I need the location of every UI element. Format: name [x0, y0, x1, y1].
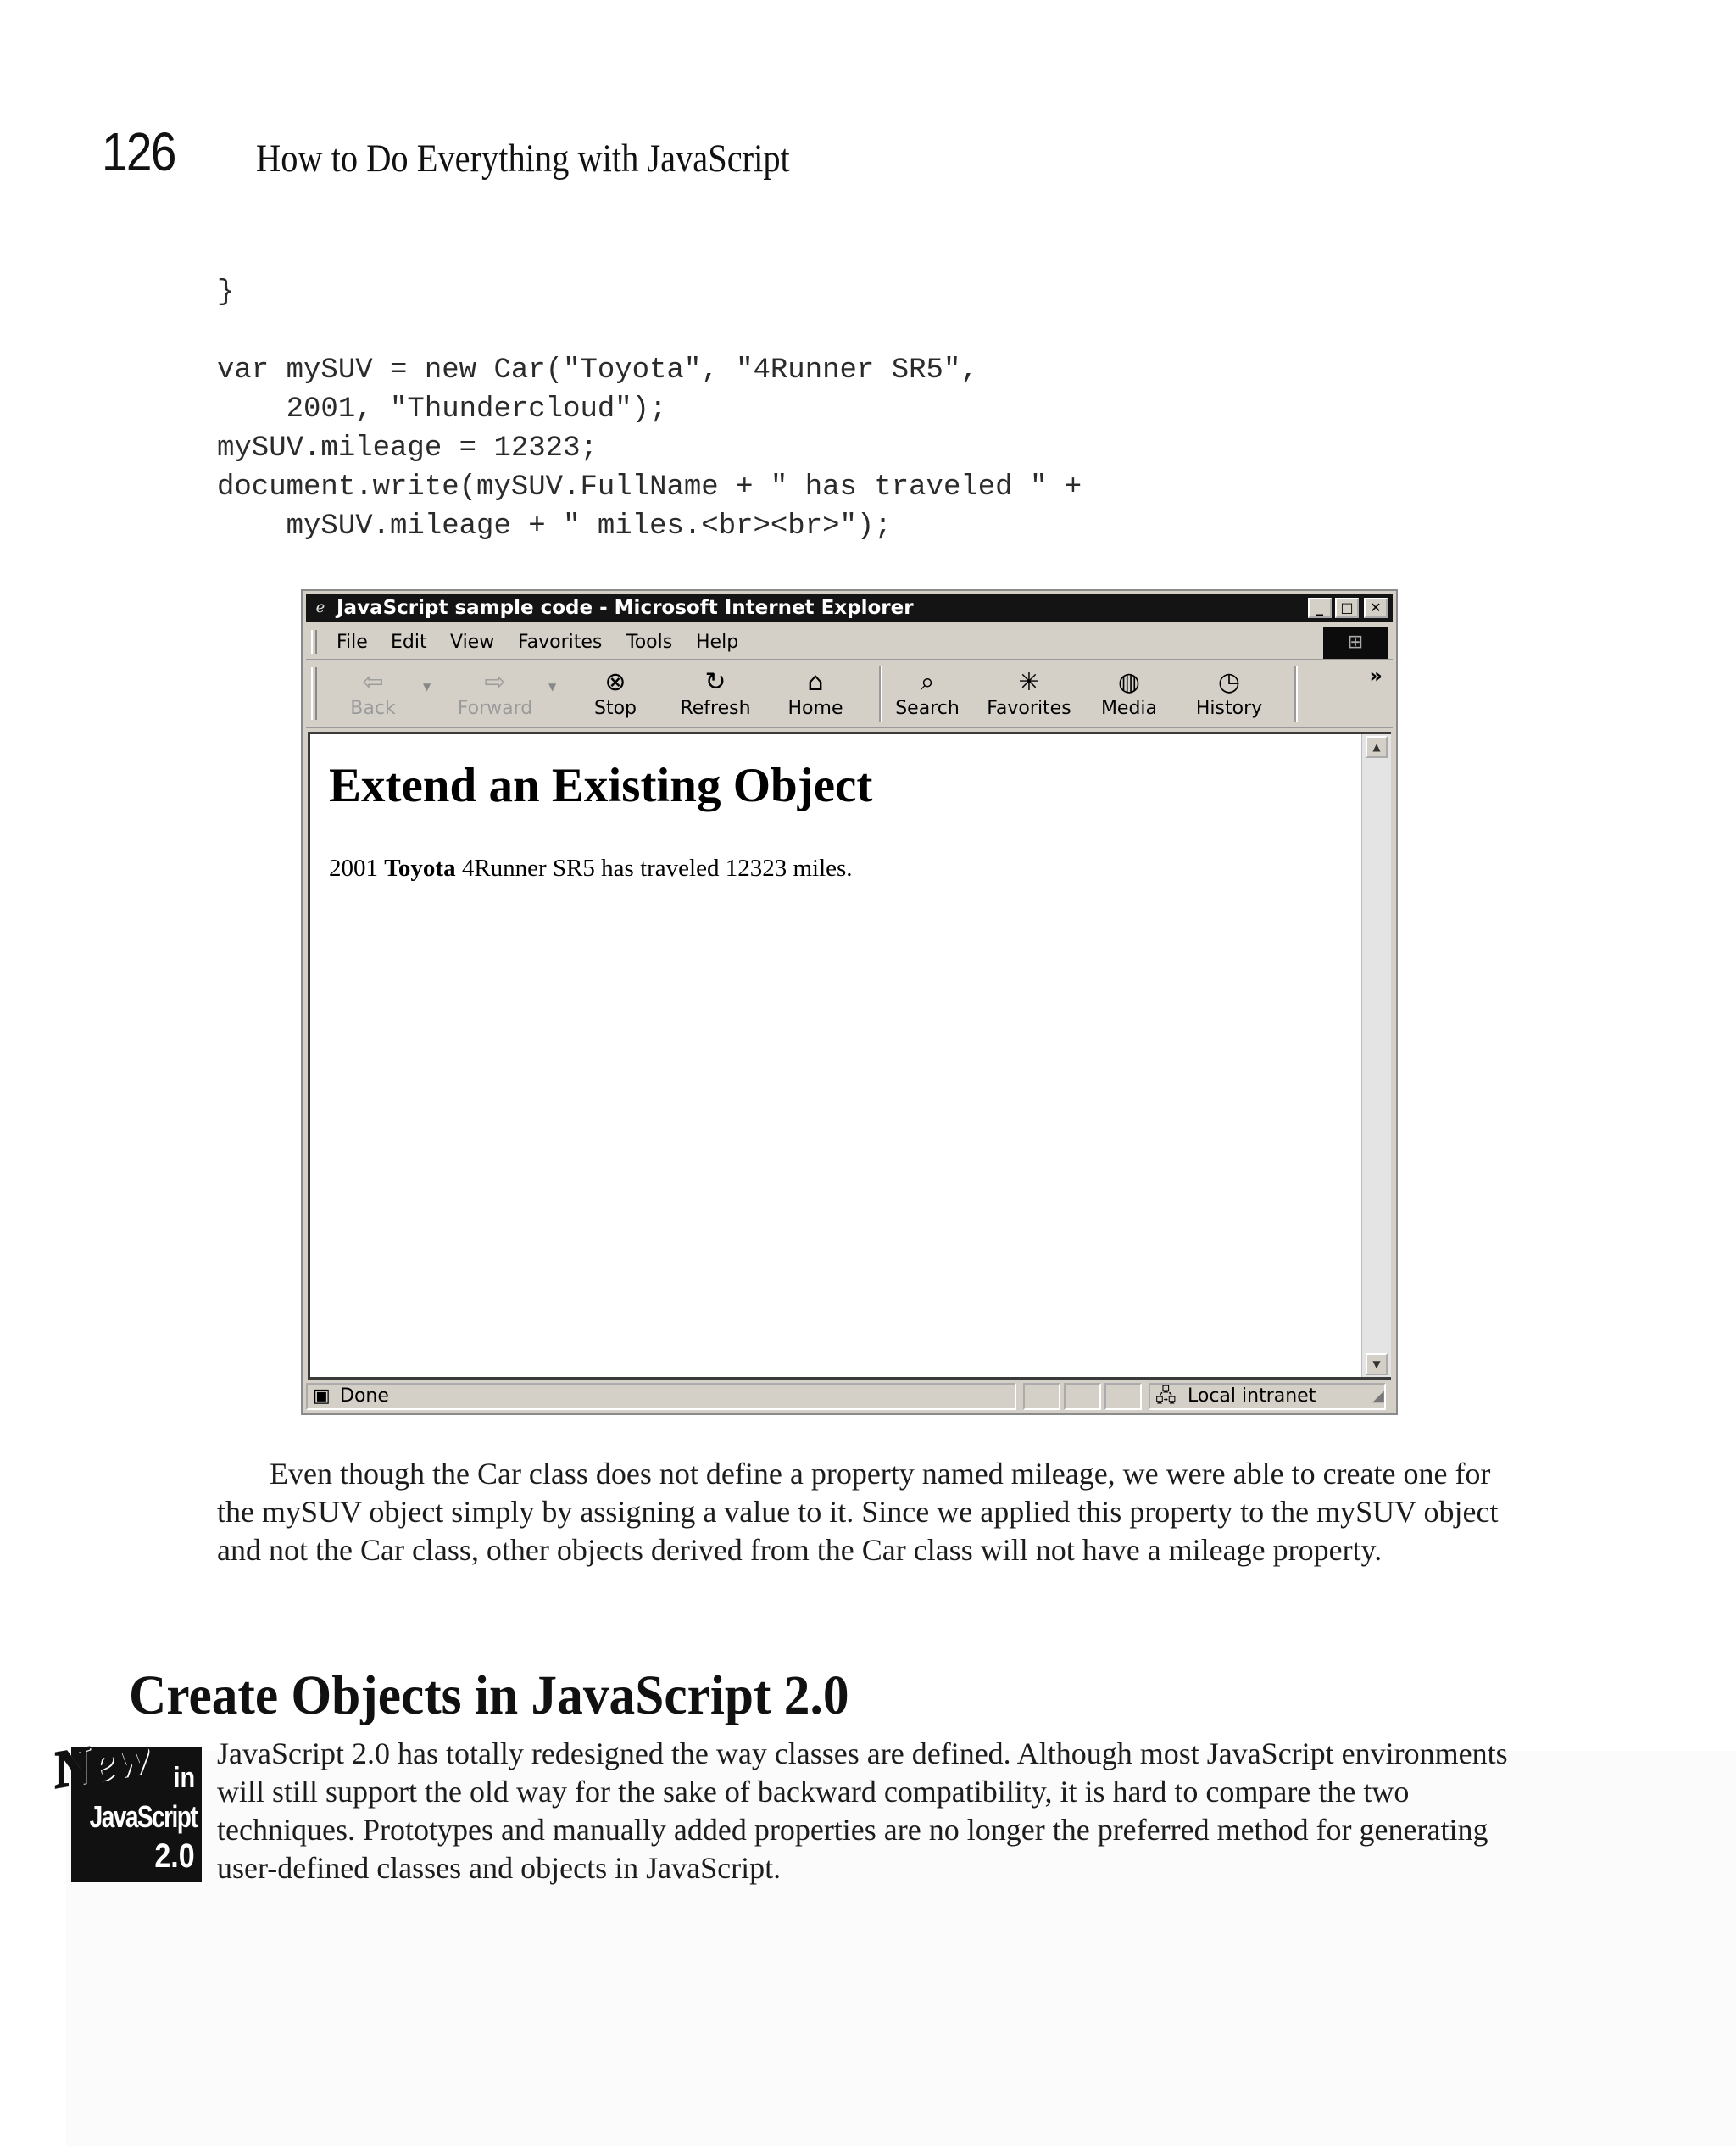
section-heading: Create Objects in JavaScript 2.0	[129, 1664, 849, 1726]
history-button[interactable]: ◷ History	[1182, 667, 1276, 723]
stop-icon: ⊗	[604, 667, 626, 697]
code-line	[217, 312, 1082, 351]
badge-javascript: JavaScript	[89, 1799, 197, 1834]
resize-grip-icon[interactable]: ◢	[1372, 1387, 1384, 1405]
refresh-button[interactable]: ↻ Refresh	[669, 667, 762, 723]
favorites-folder-icon: ✳	[1018, 667, 1040, 697]
close-button[interactable]: ✕	[1364, 598, 1388, 618]
back-dropdown-icon[interactable]: ▼	[423, 681, 431, 693]
scroll-up-button[interactable]: ▲	[1366, 736, 1388, 758]
body-paragraph: Even though the Car class does not define a property named mileage, we were able to create one for the mySUV object simply by assigning a value to it. Since we applied this property to the mySUV object and not the Car class, other objects derived from the Car class will not have a mileage property.	[217, 1457, 1499, 1567]
running-title: How to Do Everything with JavaScript	[256, 137, 790, 181]
menu-tools[interactable]: Tools	[626, 632, 673, 653]
security-zone: Local intranet	[1188, 1385, 1316, 1407]
search-icon: ⌕	[920, 667, 935, 697]
standard-toolbar	[306, 661, 1393, 728]
badge-new: New	[47, 1725, 153, 1800]
forward-button[interactable]: ⇨ Forward	[448, 667, 542, 723]
forward-arrow-icon: ⇨	[484, 667, 506, 697]
status-pane-main	[306, 1383, 1016, 1410]
menu-favorites[interactable]: Favorites	[518, 632, 603, 653]
code-listing	[217, 273, 1082, 546]
status-pane	[1104, 1383, 1142, 1410]
minimize-button[interactable]: _	[1308, 598, 1332, 618]
forward-dropdown-icon[interactable]: ▼	[548, 681, 557, 693]
status-pane	[1023, 1383, 1060, 1410]
body-paragraph: JavaScript 2.0 has totally redesigned the way classes are defined. Although most JavaScript environments will still support the old way for the sake of backward compatibility, it is hard to compare the two techniques. Prototypes and manually added properties are no longer the preferred method for generating user-defined classes and objects in JavaScript.	[217, 1736, 1508, 1885]
code-line: mySUV.mileage + " miles.<br><br>");	[217, 510, 892, 543]
output-line: 2001 Toyota 4Runner SR5 has traveled 12323 miles.	[329, 855, 853, 882]
menu-file[interactable]: File	[337, 632, 368, 653]
maximize-button[interactable]: □	[1335, 598, 1359, 618]
page-heading: Extend an Existing Object	[329, 759, 873, 812]
scroll-down-button[interactable]: ▼	[1366, 1353, 1388, 1375]
stop-button[interactable]: ⊗ Stop	[569, 667, 662, 723]
status-bar	[306, 1381, 1393, 1412]
menu-bar	[306, 625, 1393, 660]
media-icon: ◍	[1117, 667, 1141, 697]
status-text: Done	[340, 1385, 389, 1407]
toolbar-overflow-chevron[interactable]: »	[1369, 664, 1383, 688]
home-icon: ⌂	[807, 667, 824, 697]
browser-titlebar[interactable]	[306, 594, 1393, 622]
status-pane	[1064, 1383, 1101, 1410]
intranet-icon: 🖧	[1155, 1385, 1177, 1407]
code-line: var mySUV = new Car("Toyota", "4Runner SR5",	[217, 354, 978, 387]
windows-logo-throbber: ⊞	[1323, 627, 1388, 659]
code-line: mySUV.mileage = 12323;	[217, 432, 598, 465]
menu-help[interactable]: Help	[696, 632, 739, 653]
browser-window-title: JavaScript sample code - Microsoft Internet Explorer	[337, 597, 914, 619]
code-line: }	[217, 276, 235, 309]
toolbar-separator	[1294, 666, 1298, 722]
home-button[interactable]: ⌂ Home	[769, 667, 862, 723]
code-line: document.write(mySUV.FullName + " has traveled " +	[217, 471, 1082, 504]
badge-version: 2.0	[154, 1837, 195, 1875]
refresh-icon: ↻	[704, 667, 726, 697]
page-viewport	[308, 732, 1391, 1380]
badge-in: in	[173, 1762, 195, 1794]
vertical-scrollbar[interactable]	[1361, 734, 1391, 1377]
new-in-javascript-badge	[47, 1725, 202, 1882]
code-line: 2001, "Thundercloud");	[217, 393, 667, 426]
menu-edit[interactable]: Edit	[391, 632, 427, 653]
ie-logo-icon: ℯ	[315, 599, 326, 616]
favorites-button[interactable]: ✳ Favorites	[982, 667, 1076, 723]
menubar-grip[interactable]	[311, 630, 317, 654]
back-button[interactable]: ⇦ Back	[326, 667, 420, 723]
back-arrow-icon: ⇦	[362, 667, 384, 697]
menu-view[interactable]: View	[450, 632, 495, 653]
page-done-icon: ▣	[313, 1385, 331, 1407]
page-number: 126	[102, 121, 175, 182]
history-icon: ◷	[1217, 667, 1241, 697]
toolbar-grip[interactable]	[311, 667, 317, 720]
browser-window	[301, 589, 1398, 1415]
media-button[interactable]: ◍ Media	[1082, 667, 1176, 723]
search-button[interactable]: ⌕ Search	[881, 667, 974, 723]
